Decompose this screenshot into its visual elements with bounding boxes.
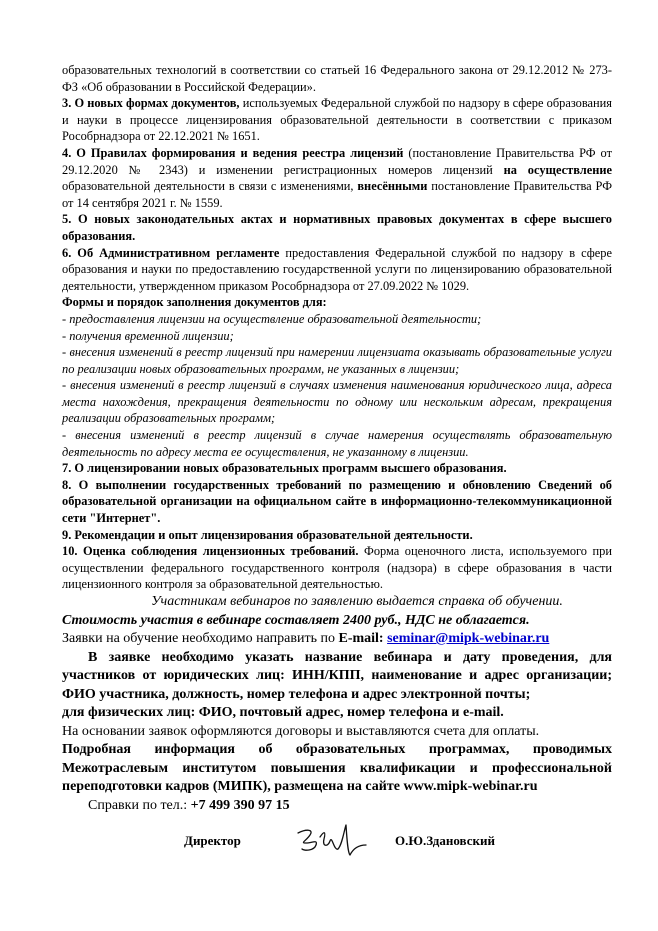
- forms-list-item: - внесения изменений в реестр лицензий при намерении лицензиата оказывать образовательные услуги по реализации новых образовательных программ, не указанных в лицензии;: [62, 345, 612, 376]
- email-link[interactable]: seminar@mipk-webinar.ru: [387, 631, 550, 646]
- item-4-title: 4. О Правилах формирования и ведения реестра лицензий: [62, 145, 404, 160]
- contracts-note: На основании заявок оформляются договоры и выставляются счета для оплаты.: [62, 723, 540, 739]
- forms-list-item: - получения временной лицензии;: [62, 328, 234, 343]
- item-6-text: предоставления Федеральной службой по надзору в сфере образования и науки по предоставлению государственной услуги по лицензированию образовательной деятельности, утвержденном приказом Рособрнадзора от 27.09.2022 № 1029.: [62, 245, 613, 293]
- info-note: Подробная информация об образовательных программах, проводимых Межотраслевым институтом повышения квалификации и профессиональной переподготовки кадров (МИПК), размещена на сайте www.mipk-webinar.ru: [62, 742, 612, 794]
- forms-list-item: - внесения изменений в реестр лицензий в случае намерения осуществлять образовательную деятельность по адресу места ее осуществления, не указанному в лицензии.: [62, 428, 612, 459]
- document-body: [62, 62, 612, 861]
- forms-list-item: - внесения изменений в реестр лицензий в случаях изменения наименования юридического лица, адреса места нахождения, прекращения деятельности по одному или нескольким адресам, прекращения реализации образовательных программ;: [62, 378, 612, 426]
- cost-line: Стоимость участия в вебинаре составляет 2400 руб., НДС не облагается.: [62, 612, 530, 628]
- item-10-title: 10. Оценка соблюдения лицензионных требований.: [62, 544, 359, 559]
- item-8: 8. О выполнении государственных требований по размещению и обновлению Сведений об образовательной организации на официальном сайте в информационно-телекоммуникационной сети "Интернет".: [62, 477, 612, 526]
- item-4-text-3: постановление Правительства РФ от 14 сентября 2021 г. № 1559.: [62, 179, 612, 210]
- item-5: 5. О новых законодательных актах и нормативных правовых документах в сфере высшего образования.: [62, 212, 612, 243]
- email-label: E-mail:: [338, 631, 384, 646]
- item-9: 9. Рекомендации и опыт лицензирования образовательной деятельности.: [62, 527, 473, 542]
- item-6: [62, 245, 612, 295]
- requirements-legal: В заявке необходимо указать название вебинара и дату проведения, для участников от юридических лиц: ИНН/КПП, наименование и адрес организации; ФИО участника, должность, номер телефона и адрес электронной почты;: [62, 649, 612, 702]
- item-7: 7. О лицензировании новых образовательных программ высшего образования.: [62, 461, 507, 476]
- forms-list-item: - предоставления лицензии на осуществление образовательной деятельности;: [62, 311, 482, 326]
- item-4-bold-3: внесёнными: [357, 179, 428, 194]
- item-4-text-2: образовательной деятельности в связи с изменениями,: [62, 179, 358, 194]
- director-title: Директор: [184, 833, 241, 848]
- item-4-bold-2: на осуществление: [503, 162, 612, 177]
- director-name: О.Ю.Здановский: [395, 833, 495, 848]
- email-line: [62, 630, 612, 649]
- item-3-title: 3. О новых формах документов,: [62, 96, 240, 111]
- item-4-text-1: (постановление Правительства РФ от 29.12.2020 № 2343) и изменении регистрационных номеров лицензий: [62, 145, 612, 177]
- phone-number: +7 499 390 97 15: [190, 797, 290, 813]
- phone-label: Справки по тел.:: [88, 797, 191, 813]
- item-3: [62, 95, 612, 145]
- email-line-text: Заявки на обучение необходимо направить по: [62, 631, 339, 646]
- intro-paragraph: образовательных технологий в соответствии со статьей 16 Федерального закона от 29.12.2012 № 273-ФЗ «Об образовании в Российской Федерации».: [62, 63, 612, 94]
- phone-line: [62, 797, 612, 816]
- item-10-text: Форма оценочного листа, используемого при осуществлении федерального государственного контроля (надзора) в сфере образования в части лицензионного контроля за образовательной деятельностью.: [62, 544, 612, 592]
- forms-heading: Формы и порядок заполнения документов для:: [62, 295, 327, 310]
- item-6-title: 6. Об Административном регламенте: [62, 245, 280, 260]
- handwritten-signature: [292, 821, 370, 861]
- requirements-individual: для физических лиц: ФИО, почтовый адрес, номер телефона и e-mail.: [62, 705, 504, 720]
- signature-block: [62, 821, 612, 861]
- item-10: [62, 543, 612, 593]
- certificate-note: Участникам вебинаров по заявлению выдается справка об обучении.: [151, 594, 563, 609]
- item-4: [62, 145, 612, 211]
- item-3-text: используемых Федеральной службой по надзору в сфере образования и науки в процессе лицензирования образовательной деятельности в соответствии с приказом Рособрнадзора от 22.12.2021 № 1651.: [62, 96, 612, 144]
